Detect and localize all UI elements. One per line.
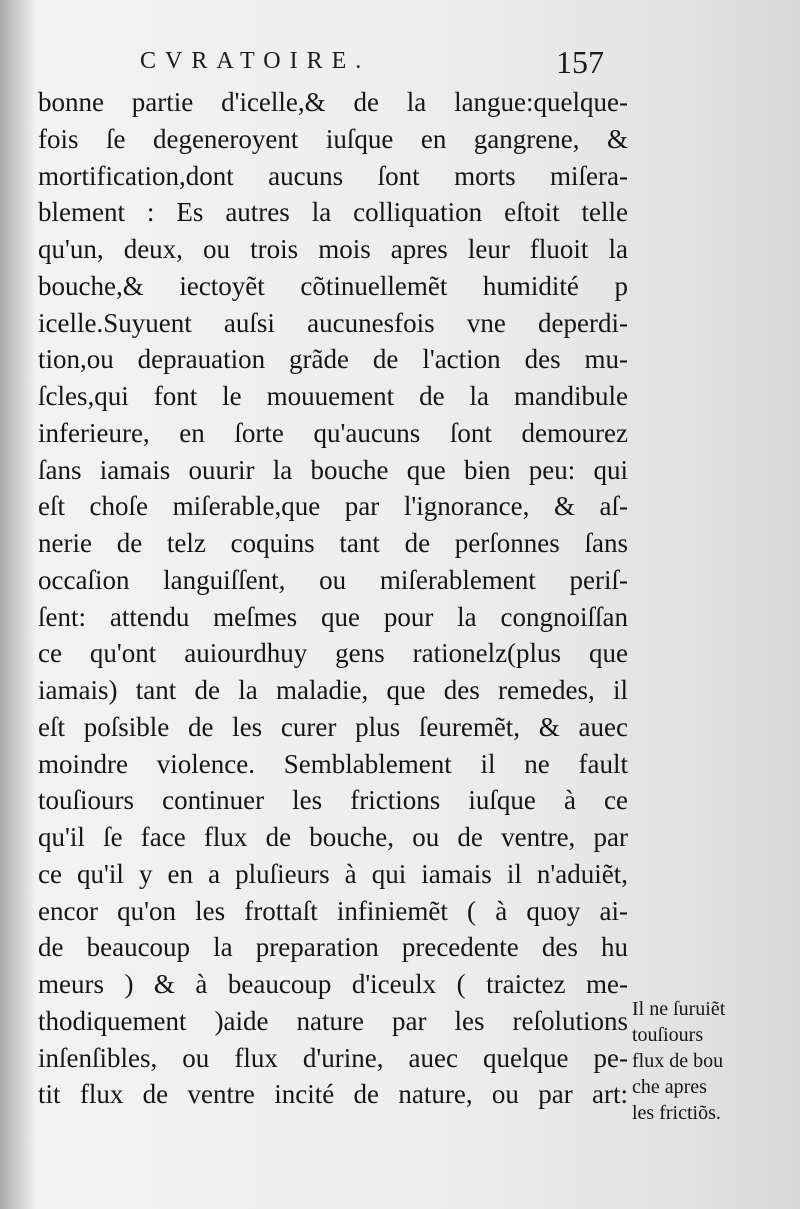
margin-note — [632, 996, 772, 1126]
text-line: thodiquement )aide nature par les reſolutions — [38, 1005, 628, 1036]
text-line: bouche,& iectoyẽt cõtinuellemẽt humidité p — [38, 270, 628, 301]
text-line: ſcles,qui font le mouuement de la mandibule — [38, 381, 628, 411]
text-line: touſiours continuer les frictions iuſque à ce — [38, 785, 628, 816]
text-line: ſans iamais ouurir la bouche que bien peu: qui — [38, 454, 628, 485]
text-line: nerie de telz coquins tant de perſonnes ſans — [38, 528, 628, 558]
gutter-shadow — [0, 0, 36, 1209]
text-line: ce qu'ont auiourdhuy gens rationelz(plus que — [38, 638, 628, 669]
body-text — [38, 84, 628, 1113]
running-title: CVRATOIRE. — [140, 48, 371, 74]
text-line: tion,ou deprauation grãde de l'action des mu- — [38, 344, 628, 375]
text-line: fois ſe degeneroyent iuſque en gangrene, & — [38, 123, 628, 154]
margin-note-line: Il ne ſuruiẽt — [632, 998, 726, 1020]
page-number: 157 — [556, 44, 604, 80]
text-line: encor qu'on les frottaſt infiniemẽt ( à quoy ai- — [38, 895, 628, 926]
text-line: meurs ) & à beaucoup d'iceulx ( traictez me- — [38, 969, 628, 999]
text-line: de beaucoup la preparation precedente des hu — [38, 932, 628, 963]
text-line: blement : Es autres la colliquation eſtoit telle — [38, 197, 628, 228]
text-line: icelle.Suyuent auſsi aucunesfois vne deperdi- — [38, 307, 628, 338]
text-line: eſt choſe miſerable,que par l'ignorance, & aſ- — [38, 491, 628, 522]
text-line: occaſion languiſſent, ou miſerablement periſ- — [38, 564, 628, 595]
text-line: inferieure, en ſorte qu'aucuns ſont demourez — [38, 417, 628, 448]
running-head — [0, 44, 800, 84]
text-line: moindre violence. Semblablement il ne fault — [38, 748, 628, 779]
text-line: iamais) tant de la maladie, que des remedes, il — [38, 675, 628, 705]
text-line: bonne partie d'icelle,& de la langue:quelque- — [38, 87, 628, 117]
text-line: eſt poſsible de les curer plus ſeuremẽt, & auec — [38, 711, 628, 742]
text-line: qu'un, deux, ou trois mois apres leur fluoit la — [38, 234, 628, 264]
margin-note-line: flux de bou — [632, 1050, 724, 1072]
text-line: inſenſibles, ou flux d'urine, auec quelque pe- — [38, 1042, 628, 1073]
text-line: qu'il ſe face flux de bouche, ou de ventre, par — [38, 822, 628, 852]
text-line: ce qu'il y en a pluſieurs à qui iamais il n'aduiẽt, — [38, 858, 628, 889]
text-line: tit flux de ventre incité de nature, ou par art: — [38, 1079, 628, 1110]
text-line: ſent: attendu meſmes que pour la congnoiſſan — [38, 601, 628, 632]
margin-note-line: che apres — [632, 1076, 707, 1098]
margin-note-line: les frictiõs. — [632, 1102, 721, 1124]
text-line: mortification,dont aucuns ſont morts miſera- — [38, 160, 628, 191]
margin-note-line: touſiours — [632, 1024, 704, 1046]
